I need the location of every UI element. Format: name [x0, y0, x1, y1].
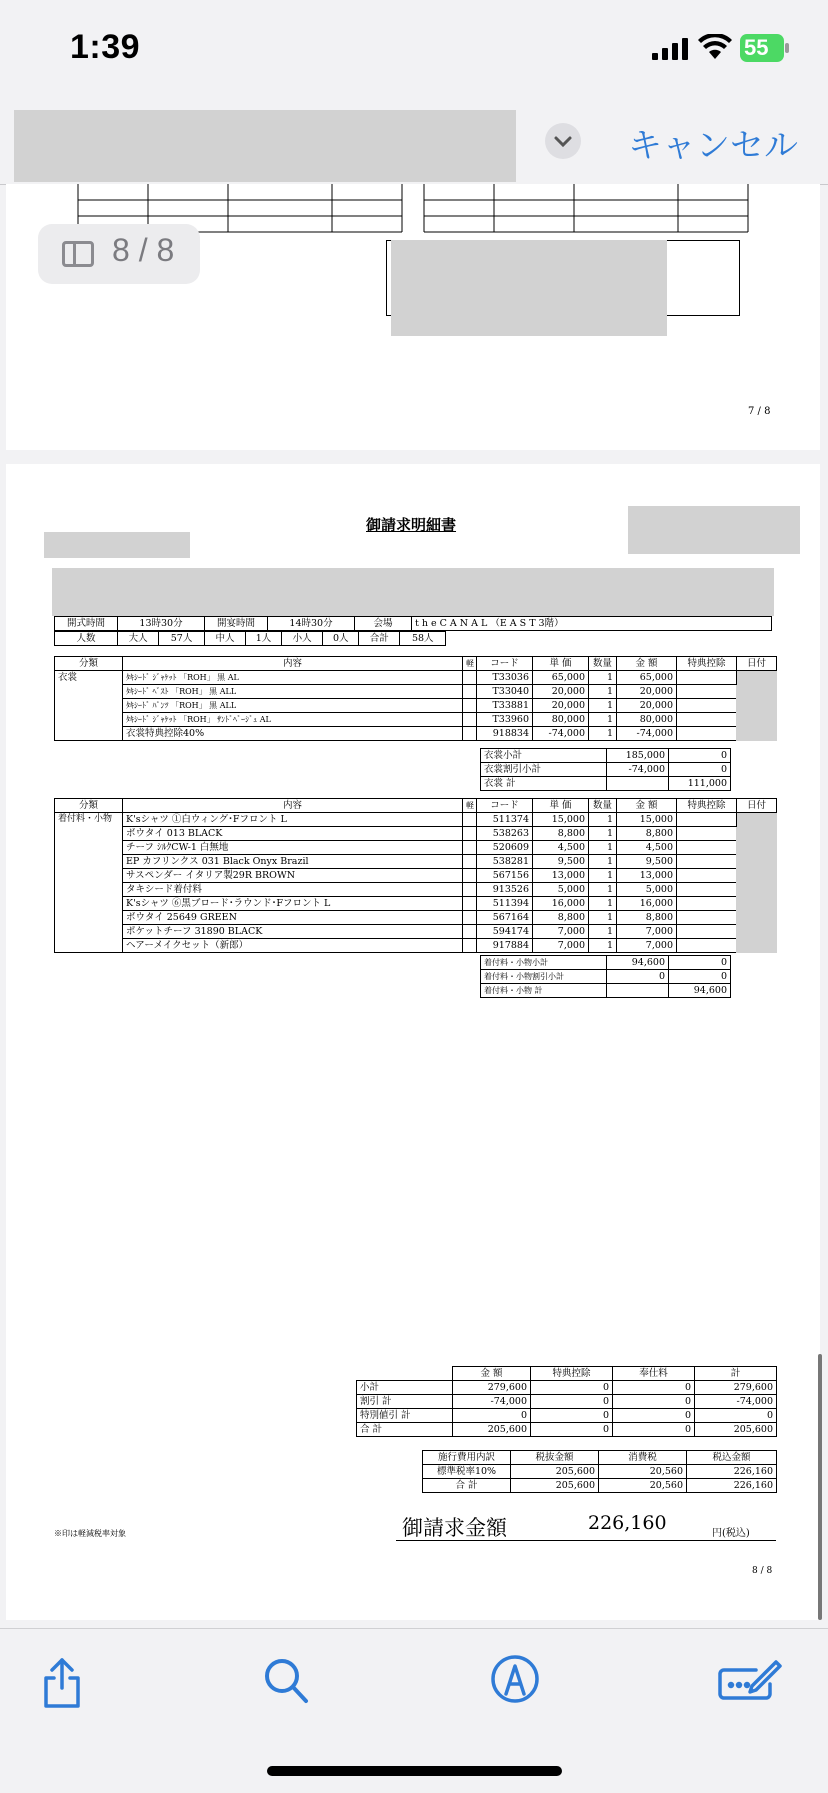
item-code: 594174: [477, 925, 533, 939]
page-number: 7 / 8: [748, 406, 771, 417]
item-code: 520609: [477, 841, 533, 855]
wifi-icon: [698, 34, 732, 60]
summary-value: 0: [613, 1423, 695, 1437]
category-cell: 着付料・小物: [55, 813, 123, 953]
pdf-page-8: [6, 464, 820, 1620]
item-unit: 65,000: [533, 671, 589, 685]
item-code: 538263: [477, 827, 533, 841]
col-content: 内容: [123, 799, 463, 813]
item-qty: 1: [589, 869, 617, 883]
tax-value: 205,600: [511, 1465, 599, 1479]
summary-value: -74,000: [695, 1395, 777, 1409]
item-code: 917884: [477, 939, 533, 953]
item-unit: 20,000: [533, 699, 589, 713]
summary-head: 特典控除: [531, 1367, 613, 1381]
summary-value: 0: [613, 1409, 695, 1423]
tax-value: 20,560: [599, 1479, 687, 1493]
tax-table: [422, 1450, 777, 1493]
tax-value: 226,160: [687, 1479, 777, 1493]
summary-label: 合 計: [357, 1423, 453, 1437]
item-code: 913526: [477, 883, 533, 897]
col-date: 日付: [737, 799, 777, 813]
item-amount: 20,000: [617, 685, 677, 699]
item-qty: 1: [589, 685, 617, 699]
total-value: 111,000: [669, 777, 731, 791]
item-code: 567156: [477, 869, 533, 883]
item-qty: 1: [589, 897, 617, 911]
total-label: 合計: [359, 632, 400, 646]
item-code: 918834: [477, 727, 533, 741]
chevron-down-icon[interactable]: [545, 123, 581, 159]
battery-level: 55: [744, 35, 769, 60]
mid-value: 1人: [246, 632, 282, 646]
disc-value: 0: [607, 970, 669, 984]
item-code: 511374: [477, 813, 533, 827]
col-qty: 数量: [589, 657, 617, 671]
table-row: [55, 841, 777, 855]
item-qty: 1: [589, 883, 617, 897]
item-code: T33040: [477, 685, 533, 699]
signal-icon: [652, 38, 688, 60]
summary-table: [356, 1366, 777, 1437]
item-content: K'sシャツ ⑥黒ブロード･ラウンド･Fフロント L: [123, 897, 463, 911]
table-row: [55, 939, 777, 953]
item-qty: 1: [589, 939, 617, 953]
category-cell: 衣裳: [55, 671, 123, 741]
table-row: [55, 911, 777, 925]
col-code: コード: [477, 657, 533, 671]
tax-label: 合 計: [423, 1479, 511, 1493]
item-amount: 13,000: [617, 869, 677, 883]
header-table: [54, 616, 772, 631]
item-amount: 15,000: [617, 813, 677, 827]
grand-total: [396, 1504, 776, 1541]
item-qty: 1: [589, 841, 617, 855]
subtotal-disc: 0: [669, 749, 731, 763]
battery-icon: [740, 34, 790, 62]
item-code: T33960: [477, 713, 533, 727]
item-qty: 1: [589, 713, 617, 727]
doc-title: 御請求明細書: [366, 516, 457, 534]
tax-head: 税抜金額: [511, 1451, 599, 1465]
scrollbar[interactable]: [818, 1354, 822, 1620]
item-amount: 65,000: [617, 671, 677, 685]
col-category: 分類: [55, 799, 123, 813]
grand-total-value: 226,160: [588, 1512, 667, 1534]
summary-value: 279,600: [695, 1381, 777, 1395]
costume-table: [54, 656, 777, 741]
item-amount: 4,500: [617, 841, 677, 855]
item-unit: 15,000: [533, 813, 589, 827]
item-unit: 20,000: [533, 685, 589, 699]
item-code: 538281: [477, 855, 533, 869]
table-row: [55, 855, 777, 869]
summary-label: 小計: [357, 1381, 453, 1395]
subtotal-disc: 0: [669, 956, 731, 970]
summary-row: [357, 1395, 777, 1409]
disc-value: -74,000: [607, 763, 669, 777]
redacted-filename: [14, 110, 516, 182]
dressing-subtotals: [480, 955, 777, 998]
tax-value: 205,600: [511, 1479, 599, 1493]
item-code: T33036: [477, 671, 533, 685]
col-discount: 特典控除: [677, 799, 737, 813]
people-label: 人数: [55, 632, 118, 646]
tax-head: 施行費用内訳: [423, 1451, 511, 1465]
item-qty: 1: [589, 671, 617, 685]
start-value: 13時30分: [118, 617, 205, 631]
col-category: 分類: [55, 657, 123, 671]
item-qty: 1: [589, 727, 617, 741]
disc-disc: 0: [669, 970, 731, 984]
col-code: コード: [477, 799, 533, 813]
dressing-table: [54, 798, 777, 953]
summary-value: 279,600: [453, 1381, 531, 1395]
item-unit: 80,000: [533, 713, 589, 727]
table-row: [55, 925, 777, 939]
item-unit: 13,000: [533, 869, 589, 883]
home-indicator: [267, 1766, 562, 1776]
item-unit: 5,000: [533, 883, 589, 897]
item-qty: 1: [589, 827, 617, 841]
item-content: ﾀｷｼｰﾄﾞ ﾍﾞｽﾄ 「ROH」 黒 ALL: [123, 685, 463, 699]
tax-row: [423, 1479, 777, 1493]
item-content: K'sシャツ ①白ウィング･Fフロント L: [123, 813, 463, 827]
child-value: 0人: [323, 632, 359, 646]
adult-value: 57人: [159, 632, 204, 646]
grand-total-unit: 円(税込): [712, 1528, 750, 1539]
item-unit: 8,800: [533, 911, 589, 925]
open-label: 開宴時間: [205, 617, 268, 631]
venue-label: 会場: [355, 617, 412, 631]
item-content: ポケットチーフ 31890 BLACK: [123, 925, 463, 939]
item-unit: 8,800: [533, 827, 589, 841]
table-row: [55, 699, 777, 713]
table-row: [55, 671, 777, 685]
item-content: ヘアーメイクセット（新郎）: [123, 939, 463, 953]
summary-value: 0: [531, 1395, 613, 1409]
subtotal-label: 着付料・小物小計: [481, 956, 607, 970]
col-mark: 軽: [463, 657, 477, 671]
item-unit: 9,500: [533, 855, 589, 869]
item-content: ﾀｷｼｰﾄﾞ ﾊﾟﾝﾂ 「ROH」 黒 ALL: [123, 699, 463, 713]
summary-value: -74,000: [453, 1395, 531, 1409]
item-code: 511394: [477, 897, 533, 911]
item-content: ﾀｷｼｰﾄﾞ ｼﾞｬｹｯﾄ 「ROH」 ｻﾝﾄﾞﾍﾞｰｼﾞｭ AL: [123, 713, 463, 727]
summary-row: [357, 1381, 777, 1395]
edit-fields-icon[interactable]: [716, 1654, 784, 1704]
summary-head: 奉仕料: [613, 1367, 695, 1381]
venue-value: t h e C A N A L （E A S T 3階）: [412, 617, 772, 631]
cancel-button[interactable]: キャンセル: [628, 126, 798, 166]
item-unit: -74,000: [533, 727, 589, 741]
child-label: 小人: [281, 632, 322, 646]
summary-head: 金 額: [453, 1367, 531, 1381]
subtotal-value: 185,000: [607, 749, 669, 763]
table-row: [55, 827, 777, 841]
item-code: 567164: [477, 911, 533, 925]
tax-note: ※印は軽減税率対象: [54, 1529, 126, 1538]
item-amount: 5,000: [617, 883, 677, 897]
item-qty: 1: [589, 925, 617, 939]
table-row: [55, 727, 777, 741]
item-unit: 7,000: [533, 939, 589, 953]
summary-value: 0: [531, 1381, 613, 1395]
summary-row: [357, 1409, 777, 1423]
item-amount: 7,000: [617, 939, 677, 953]
col-unit: 単 価: [533, 799, 589, 813]
redacted-header: [52, 568, 774, 616]
tax-head: 消費税: [599, 1451, 687, 1465]
item-code: T33881: [477, 699, 533, 713]
summary-value: 205,600: [453, 1423, 531, 1437]
page-number: 8 / 8: [752, 1566, 773, 1576]
total-label: 着付料・小物 計: [481, 984, 607, 998]
item-amount: 9,500: [617, 855, 677, 869]
grand-total-label: 御請求金額: [402, 1516, 507, 1540]
item-content: EP カフリンクス 031 Black Onyx Brazil: [123, 855, 463, 869]
summary-value: 0: [453, 1409, 531, 1423]
redacted-right: [628, 506, 800, 554]
table-row: [55, 869, 777, 883]
disc-label: 着付料・小物割引小計: [481, 970, 607, 984]
col-qty: 数量: [589, 799, 617, 813]
table-row: [55, 713, 777, 727]
item-qty: 1: [589, 855, 617, 869]
summary-value: 0: [613, 1381, 695, 1395]
summary-head: 計: [695, 1367, 777, 1381]
col-amount: 金 額: [617, 799, 677, 813]
subtotal-label: 衣裳小計: [481, 749, 607, 763]
page-indicator-label: 8 / 8: [112, 232, 175, 268]
table-row: [55, 897, 777, 911]
open-value: 14時30分: [268, 617, 355, 631]
adult-label: 大人: [118, 632, 159, 646]
item-qty: 1: [589, 911, 617, 925]
subtotal-value: 94,600: [607, 956, 669, 970]
item-unit: 16,000: [533, 897, 589, 911]
summary-value: 0: [531, 1423, 613, 1437]
total-label: 衣裳 計: [481, 777, 607, 791]
item-amount: 16,000: [617, 897, 677, 911]
col-date: 日付: [737, 657, 777, 671]
markup-icon[interactable]: [490, 1654, 540, 1704]
item-amount: 7,000: [617, 925, 677, 939]
disc-label: 衣裳割引小計: [481, 763, 607, 777]
table-row: [55, 813, 777, 827]
tax-row: [423, 1465, 777, 1479]
table-row: [55, 883, 777, 897]
total-value: 58人: [400, 632, 446, 646]
share-icon[interactable]: [40, 1656, 84, 1710]
tax-head: 税込金額: [687, 1451, 777, 1465]
item-content: ボウタイ 013 BLACK: [123, 827, 463, 841]
col-unit: 単 価: [533, 657, 589, 671]
costume-subtotals: [480, 748, 777, 791]
redacted-left: [44, 532, 190, 558]
redacted-block: [391, 240, 667, 336]
item-unit: 4,500: [533, 841, 589, 855]
tax-label: 標準税率10%: [423, 1465, 511, 1479]
table-row: [55, 685, 777, 699]
summary-value: 0: [531, 1409, 613, 1423]
summary-value: 0: [695, 1409, 777, 1423]
item-content: サスペンダー イタリア製29R BROWN: [123, 869, 463, 883]
item-amount: 8,800: [617, 827, 677, 841]
summary-label: 特別値引 計: [357, 1409, 453, 1423]
search-icon[interactable]: [262, 1656, 310, 1706]
tax-value: 20,560: [599, 1465, 687, 1479]
summary-label: 割引 計: [357, 1395, 453, 1409]
mid-label: 中人: [204, 632, 245, 646]
item-content: 衣裳特典控除40%: [123, 727, 463, 741]
item-qty: 1: [589, 813, 617, 827]
col-discount: 特典控除: [677, 657, 737, 671]
summary-value: 205,600: [695, 1423, 777, 1437]
start-label: 開式時間: [55, 617, 118, 631]
item-qty: 1: [589, 699, 617, 713]
item-unit: 7,000: [533, 925, 589, 939]
item-amount: 80,000: [617, 713, 677, 727]
item-content: タキシード着付料: [123, 883, 463, 897]
redacted-date: [737, 813, 777, 953]
summary-row: [357, 1423, 777, 1437]
disc-disc: 0: [669, 763, 731, 777]
summary-value: 0: [613, 1395, 695, 1409]
status-time: 1:39: [70, 28, 141, 66]
col-mark: 軽: [463, 799, 477, 813]
item-amount: 20,000: [617, 699, 677, 713]
col-content: 内容: [123, 657, 463, 671]
total-value: 94,600: [669, 984, 731, 998]
people-table: [54, 631, 446, 646]
item-amount: -74,000: [617, 727, 677, 741]
item-content: ﾀｷｼｰﾄﾞ ｼﾞｬｹｯﾄ 「ROH」 黒 AL: [123, 671, 463, 685]
tax-value: 226,160: [687, 1465, 777, 1479]
col-amount: 金 額: [617, 657, 677, 671]
sidebar-icon: [62, 241, 94, 267]
item-content: ボウタイ 25649 GREEN: [123, 911, 463, 925]
item-content: チーフ ｼﾙｸCW-1 白無地: [123, 841, 463, 855]
redacted-date: [737, 671, 777, 741]
item-amount: 8,800: [617, 911, 677, 925]
